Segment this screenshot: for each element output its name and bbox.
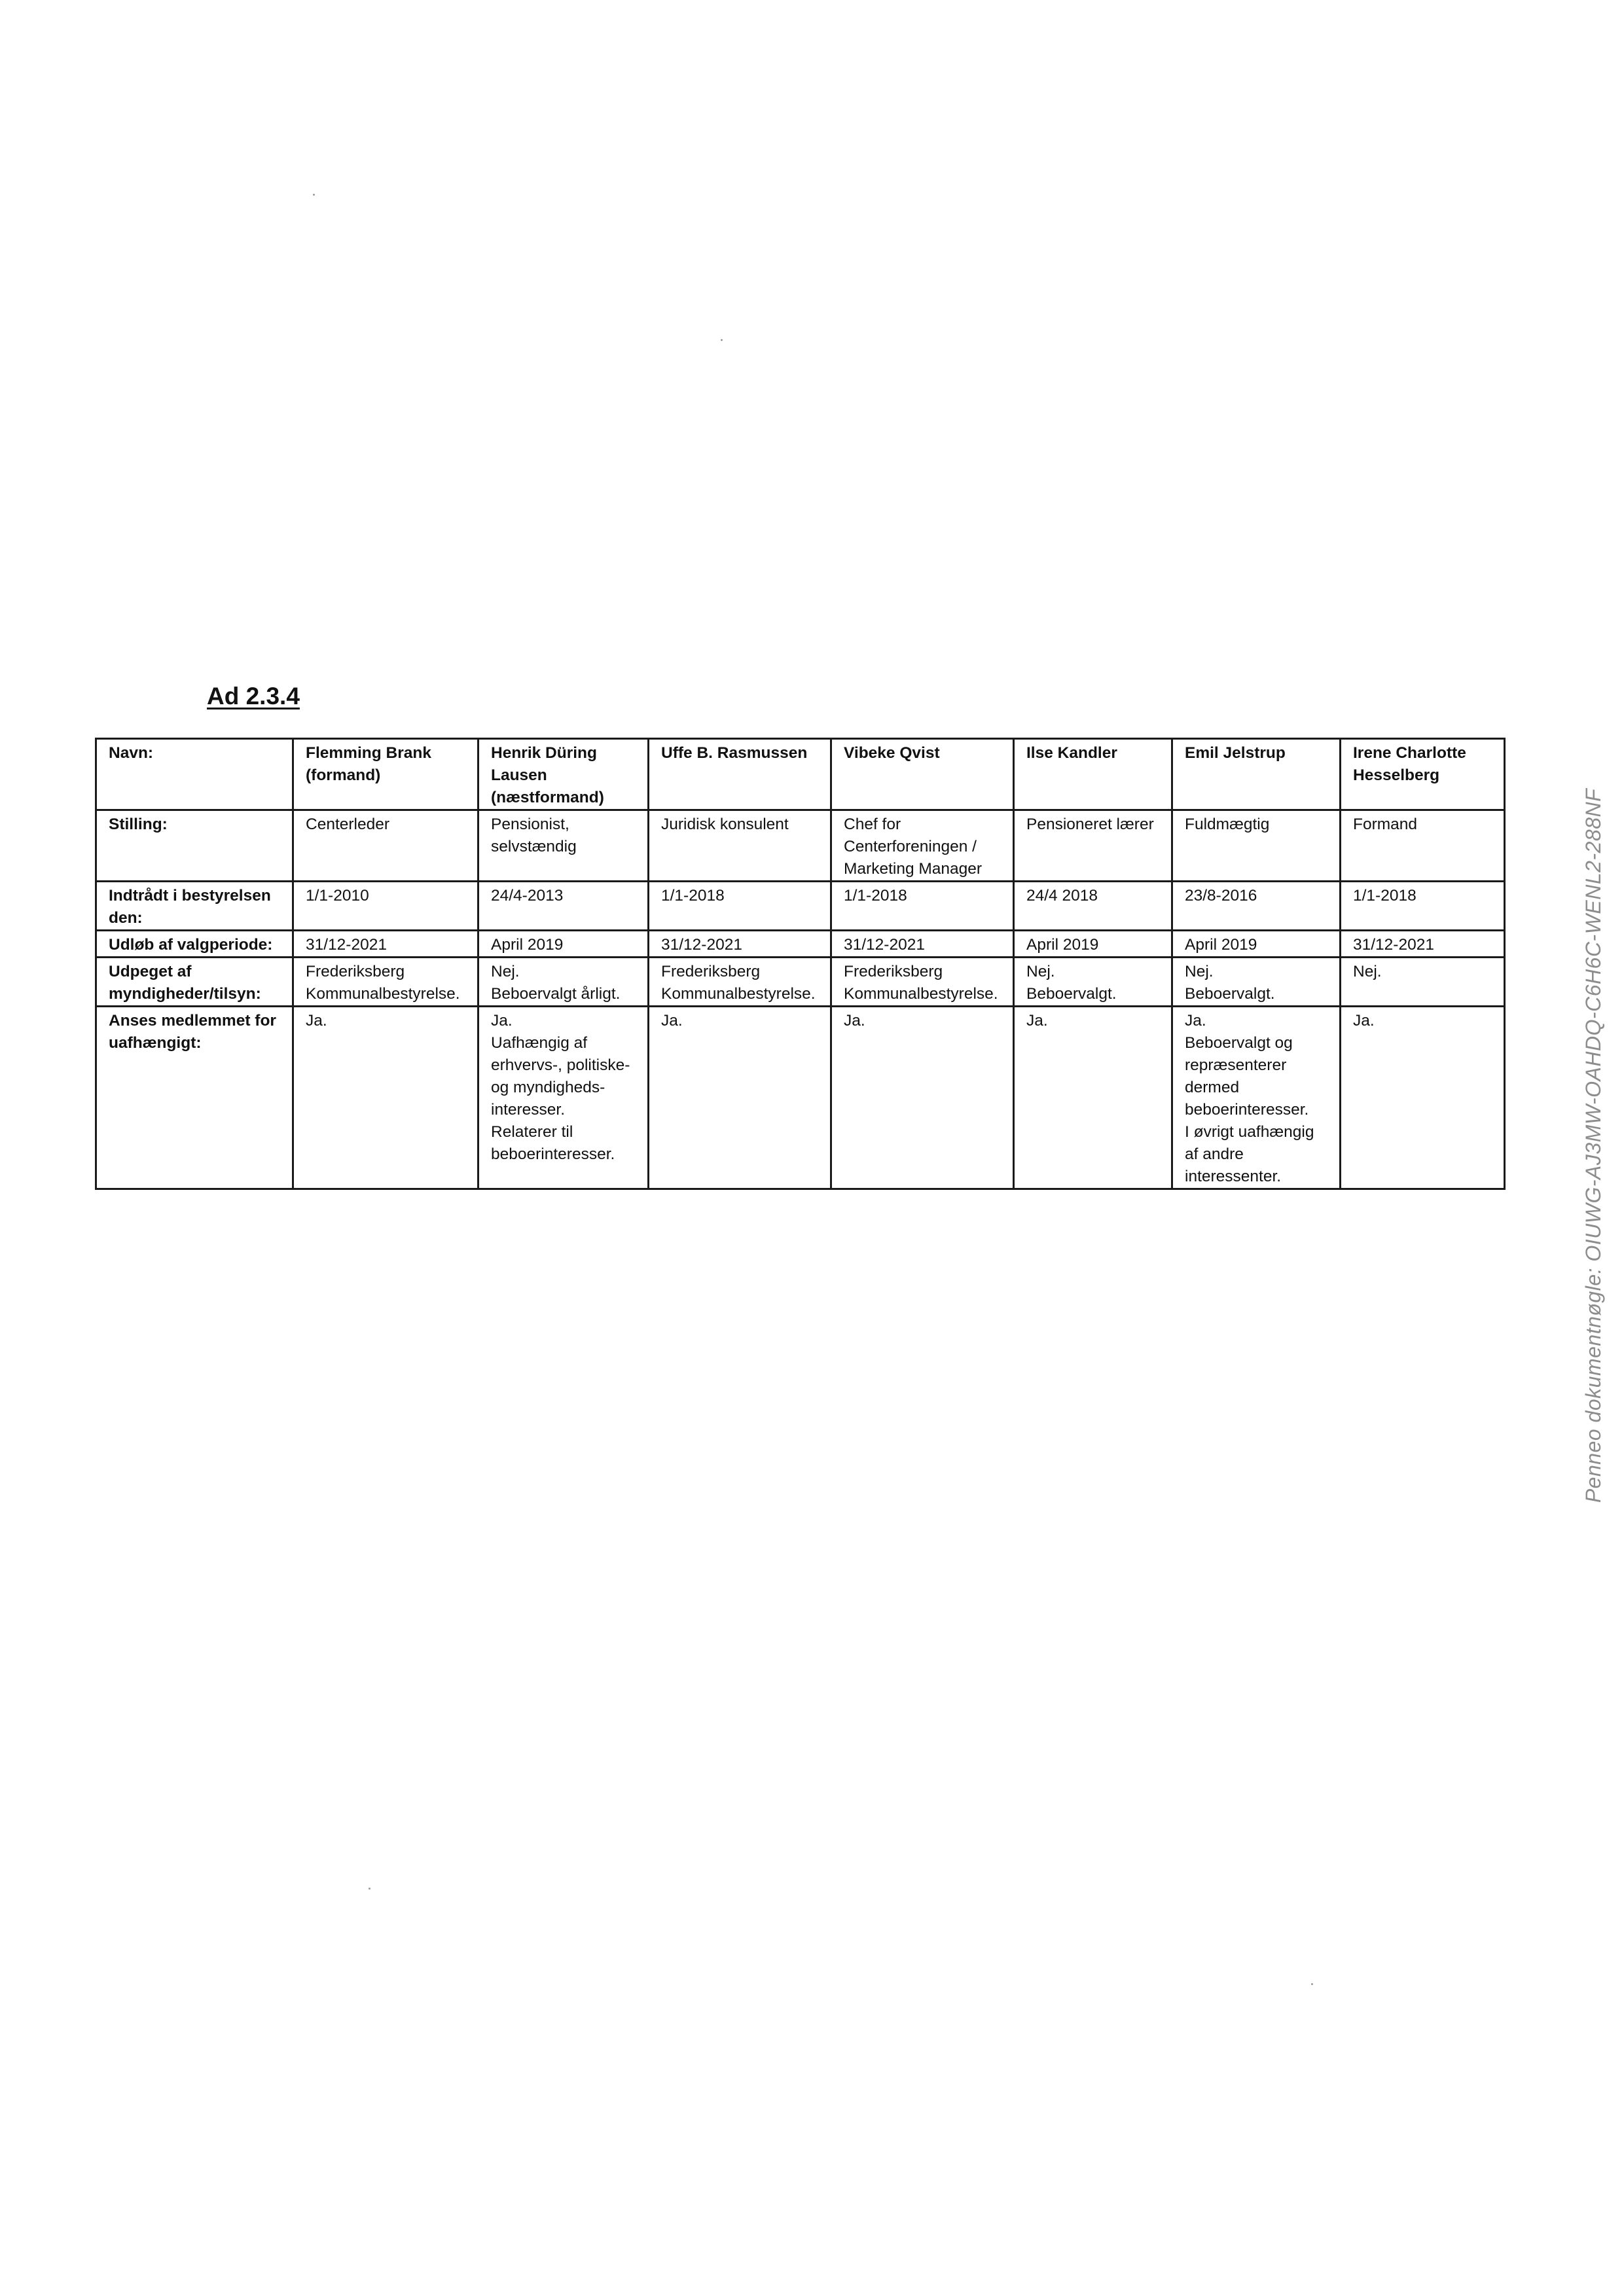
row-label-appointed: Udpeget af myndigheder/tilsyn: — [96, 958, 293, 1007]
scan-speck — [1311, 1983, 1313, 1985]
section-heading: Ad 2.3.4 — [207, 683, 300, 709]
table-row-independent — [96, 1007, 1505, 1189]
scan-speck — [721, 339, 723, 341]
cell-joined: 1/1-2018 — [1341, 882, 1505, 931]
row-label-independent: Anses medlemmet for uafhængigt: — [96, 1007, 293, 1189]
cell-term-end: April 2019 — [478, 931, 649, 958]
cell-name: Flemming Brank (formand) — [293, 739, 478, 810]
table-row-position — [96, 810, 1505, 882]
row-label-term-end: Udløb af valgperiode: — [96, 931, 293, 958]
cell-position: Centerleder — [293, 810, 478, 882]
cell-position: Pensioneret lærer — [1014, 810, 1172, 882]
cell-independent: Ja. — [831, 1007, 1014, 1189]
cell-appointed: Frederiksberg Kommunalbestyrelse. — [293, 958, 478, 1007]
document-key-watermark — [1571, 788, 1617, 1503]
cell-independent: Ja. Uafhængig af erhvervs-, politiske- og myndigheds-interesser. Relaterer til beboerinteresser. — [478, 1007, 649, 1189]
cell-appointed: Nej. Beboervalgt. — [1172, 958, 1341, 1007]
cell-appointed: Nej. — [1341, 958, 1505, 1007]
table-row-name — [96, 739, 1505, 810]
row-label-joined: Indtrådt i bestyrelsen den: — [96, 882, 293, 931]
cell-joined: 1/1-2010 — [293, 882, 478, 931]
cell-joined: 1/1-2018 — [649, 882, 831, 931]
cell-term-end: 31/12-2021 — [831, 931, 1014, 958]
watermark-text: Penneo dokumentnøgle: OIUWG-AJ3MW-OAHDQ-C6H6C-WENL2-288NF — [1581, 788, 1606, 1503]
cell-term-end: April 2019 — [1014, 931, 1172, 958]
cell-name: Vibeke Qvist — [831, 739, 1014, 810]
table-row-appointed — [96, 958, 1505, 1007]
cell-joined: 1/1-2018 — [831, 882, 1014, 931]
table-row-joined — [96, 882, 1505, 931]
cell-name: Ilse Kandler — [1014, 739, 1172, 810]
cell-name: Irene Charlotte Hesselberg — [1341, 739, 1505, 810]
cell-independent: Ja. — [649, 1007, 831, 1189]
cell-joined: 24/4 2018 — [1014, 882, 1172, 931]
cell-joined: 23/8-2016 — [1172, 882, 1341, 931]
cell-term-end: 31/12-2021 — [293, 931, 478, 958]
cell-independent: Ja. — [1341, 1007, 1505, 1189]
cell-position: Fuldmægtig — [1172, 810, 1341, 882]
cell-independent: Ja. — [1014, 1007, 1172, 1189]
cell-appointed: Frederiksberg Kommunalbestyrelse. — [831, 958, 1014, 1007]
cell-appointed: Nej. Beboervalgt årligt. — [478, 958, 649, 1007]
cell-joined: 24/4-2013 — [478, 882, 649, 931]
cell-position: Chef for Centerforeningen / Marketing Manager — [831, 810, 1014, 882]
cell-position: Formand — [1341, 810, 1505, 882]
cell-name: Henrik Düring Lausen (næstformand) — [478, 739, 649, 810]
board-members-table — [95, 738, 1506, 1190]
cell-independent: Ja. — [293, 1007, 478, 1189]
row-label-position: Stilling: — [96, 810, 293, 882]
cell-position: Pensionist, selvstændig — [478, 810, 649, 882]
cell-appointed: Frederiksberg Kommunalbestyrelse. — [649, 958, 831, 1007]
cell-name: Emil Jelstrup — [1172, 739, 1341, 810]
scan-speck — [369, 1888, 370, 1890]
scan-speck — [313, 194, 315, 196]
cell-term-end: 31/12-2021 — [1341, 931, 1505, 958]
cell-term-end: 31/12-2021 — [649, 931, 831, 958]
cell-appointed: Nej. Beboervalgt. — [1014, 958, 1172, 1007]
table-row-term-end — [96, 931, 1505, 958]
cell-term-end: April 2019 — [1172, 931, 1341, 958]
cell-position: Juridisk konsulent — [649, 810, 831, 882]
cell-name: Uffe B. Rasmussen — [649, 739, 831, 810]
row-label-name: Navn: — [96, 739, 293, 810]
cell-independent: Ja. Beboervalgt og repræsenterer dermed beboerinteresser. I øvrigt uafhængig af andre interessenter. — [1172, 1007, 1341, 1189]
